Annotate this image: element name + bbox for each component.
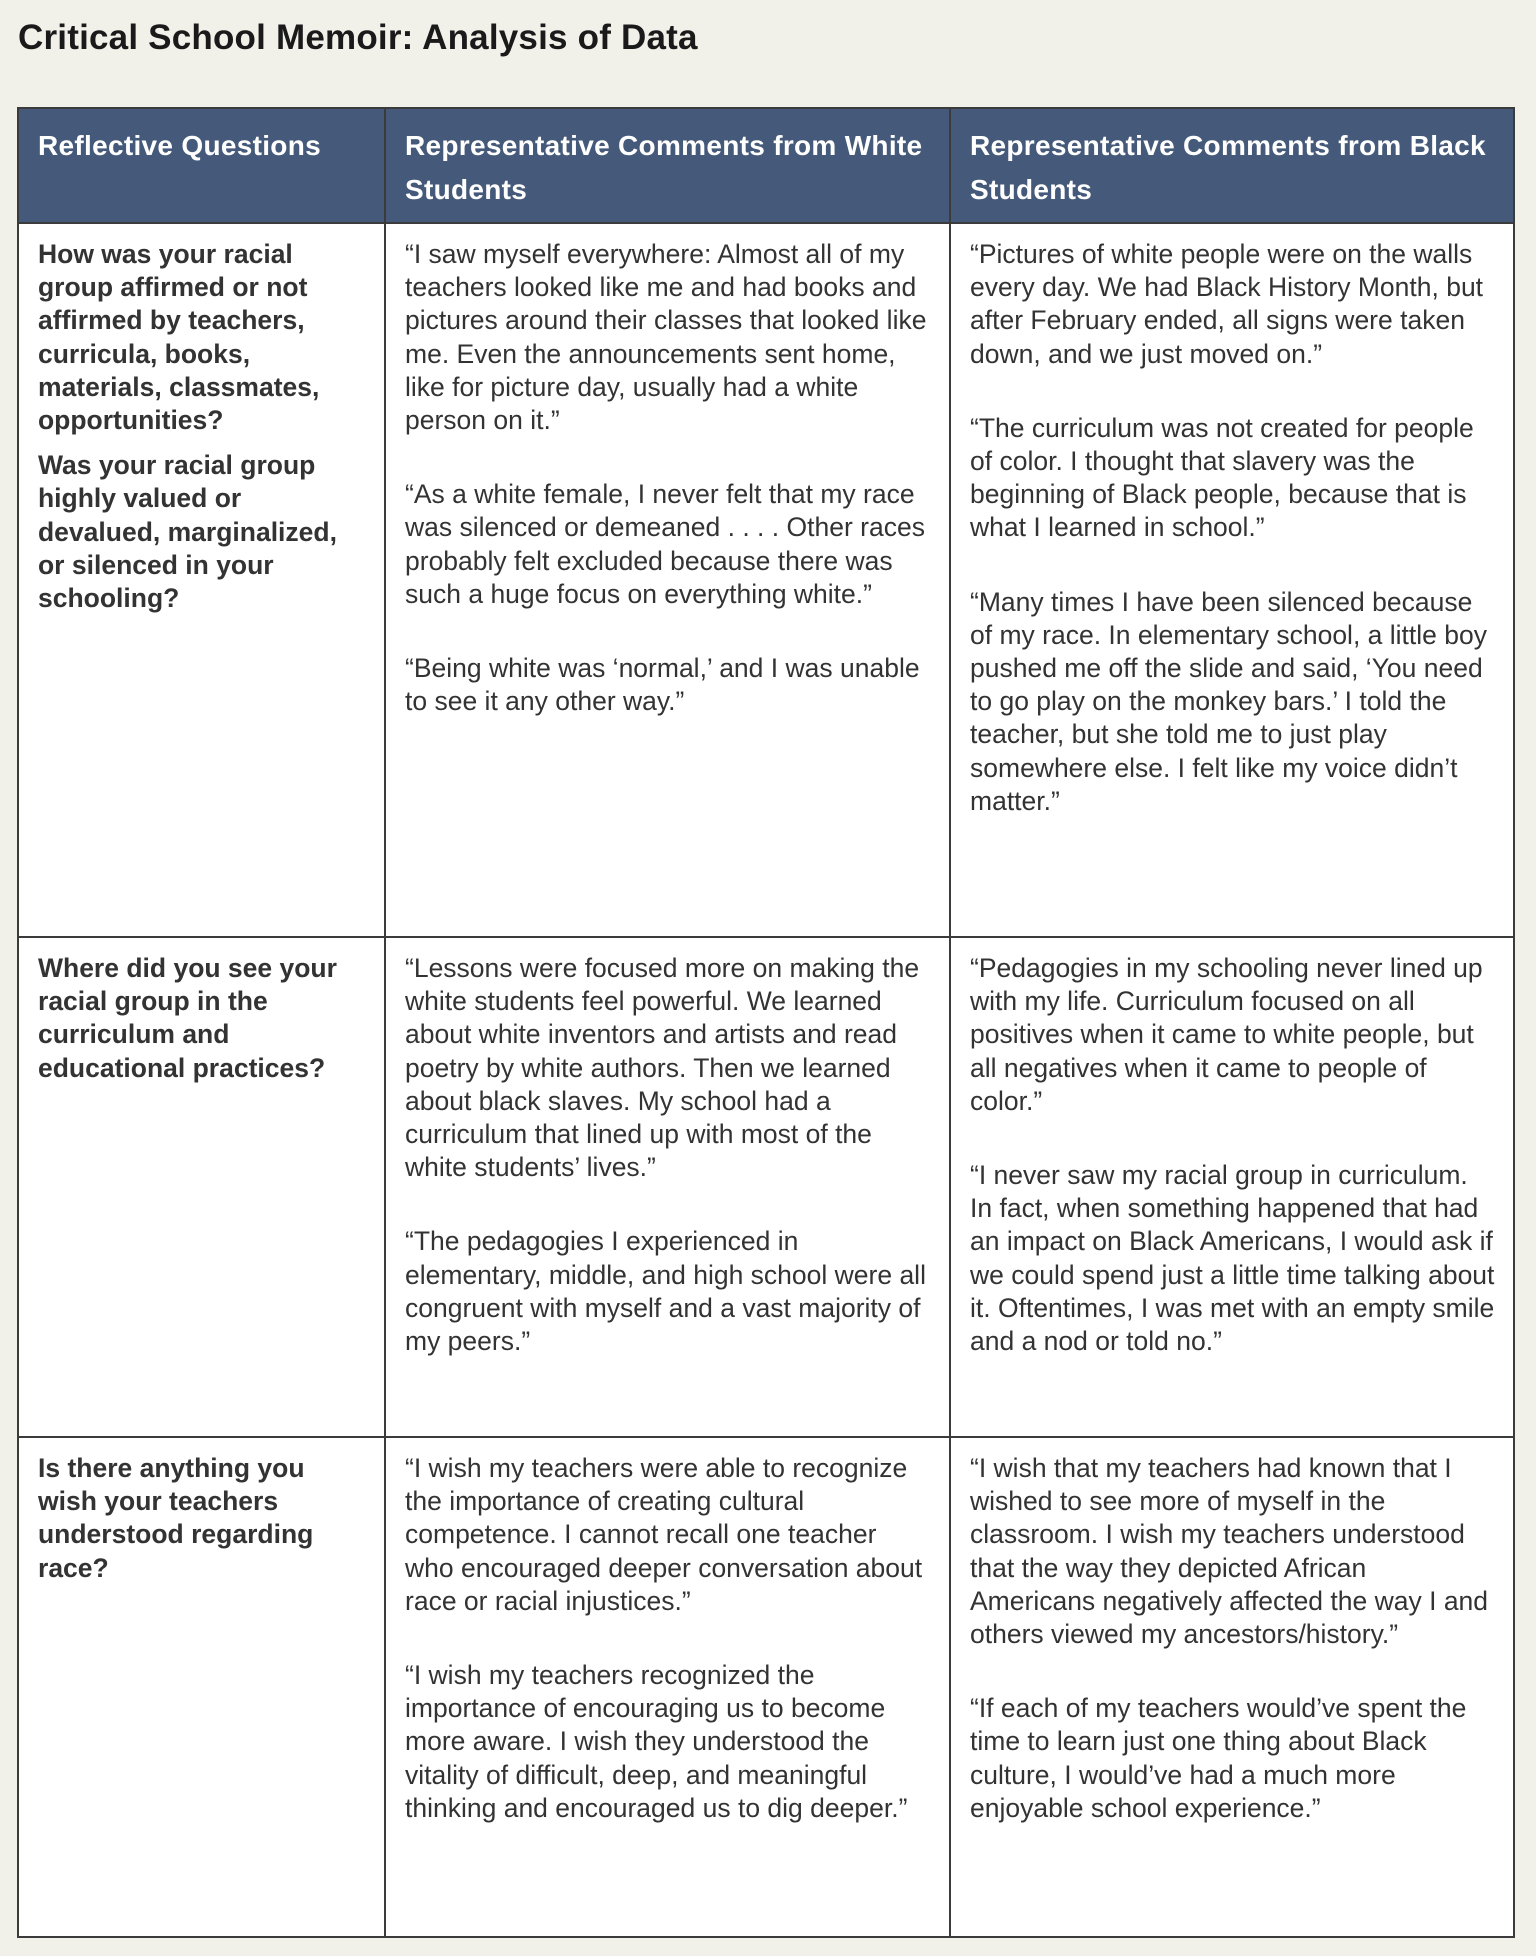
black-comments-cell <box>950 937 1514 1437</box>
reflective-question: Is there anything you wish your teachers understood regarding race? <box>38 1453 314 1583</box>
black-student-quote: “I wish that my teachers had known that I wished to see more of myself in the classroom. I wish my teachers understood that the way they depicted African Americans negatively affected the way I and others viewed my ancestors/history.” <box>970 1453 1489 1650</box>
black-student-quote: “Many times I have been silenced because of my race. In elementary school, a little boy pushed me off the slide and said, ‘You need to go play on the monkey bars.’ I told the teacher, but she told me to just play somewhere else. I felt like my voice didn’t matter.” <box>970 586 1487 816</box>
table-row <box>18 223 1514 937</box>
black-comments-cell <box>950 1437 1514 1937</box>
white-student-quote: “I saw myself everywhere: Almost all of my teachers looked like me and had books and pictures around their classes that looked like me. Even the announcements sent home, like for picture day, usually had a white person on it.” <box>405 239 927 436</box>
questions-cell <box>18 1437 385 1937</box>
black-student-quote: “The curriculum was not created for people of color. I thought that slavery was the beginning of Black people, because that is what I learned in school.” <box>970 412 1474 543</box>
black-comments-cell <box>950 223 1514 937</box>
white-comments-cell <box>385 1437 950 1937</box>
white-student-quote: “I wish my teachers were able to recognize the importance of creating cultural competence. I cannot recall one teacher who encouraged deeper conversation about race or racial injustices.” <box>405 1453 923 1616</box>
questions-cell <box>18 937 385 1437</box>
table-row <box>18 1437 1514 1937</box>
black-student-quote: “Pedagogies in my schooling never lined up with my life. Curriculum focused on all positives when it came to white people, but all negatives when it came to people of color.” <box>970 953 1483 1116</box>
table-header-row <box>18 108 1514 223</box>
white-comments-cell <box>385 223 950 937</box>
black-student-quote: “I never saw my racial group in curriculum. In fact, when something happened that had an impact on Black Americans, I would ask if we could spend just a little time talking about it. Oftentimes, I was met with an empty smile and a nod or told no.” <box>970 1160 1495 1357</box>
memoir-data-table <box>17 107 1515 1938</box>
header-reflective-questions: Reflective Questions <box>18 108 385 223</box>
table-row <box>18 937 1514 1437</box>
white-student-quote: “The pedagogies I experienced in elementary, middle, and high school were all congruent with myself and a vast majority of my peers.” <box>405 1226 926 1357</box>
header-white-students: Representative Comments from White Students <box>385 108 950 223</box>
reflective-question: Where did you see your racial group in the curriculum and educational practices? <box>38 953 337 1083</box>
white-comments-cell <box>385 937 950 1437</box>
reflective-question: How was your racial group affirmed or not affirmed by teachers, curricula, books, materials, classmates, opportunities? <box>38 239 320 436</box>
header-black-students: Representative Comments from Black Students <box>950 108 1514 223</box>
white-student-quote: “I wish my teachers recognized the importance of encouraging us to become more aware. I wish they understood the vitality of difficult, deep, and meaningful thinking and encouraged us to dig deeper.” <box>405 1660 908 1823</box>
reflective-question: Was your racial group highly valued or devalued, marginalized, or silenced in your schooling? <box>38 450 337 614</box>
white-student-quote: “Being white was ‘normal,’ and I was unable to see it any other way.” <box>405 653 920 717</box>
black-student-quote: “Pictures of white people were on the walls every day. We had Black History Month, but after February ended, all signs were taken down, and we just moved on.” <box>970 239 1484 369</box>
questions-cell <box>18 223 385 937</box>
white-student-quote: “As a white female, I never felt that my race was silenced or demeaned . . . . Other races probably felt excluded because there was such a huge focus on everything white.” <box>405 479 925 609</box>
black-student-quote: “If each of my teachers would’ve spent the time to learn just one thing about Black culture, I would’ve had a much more enjoyable school experience.” <box>970 1693 1467 1823</box>
white-student-quote: “Lessons were focused more on making the white students feel powerful. We learned about white inventors and artists and read poetry by white authors. Then we learned about black slaves. My school had a curriculum that lined up with most of the white students’ lives.” <box>405 953 920 1183</box>
page-title: Critical School Memoir: Analysis of Data <box>18 18 698 57</box>
